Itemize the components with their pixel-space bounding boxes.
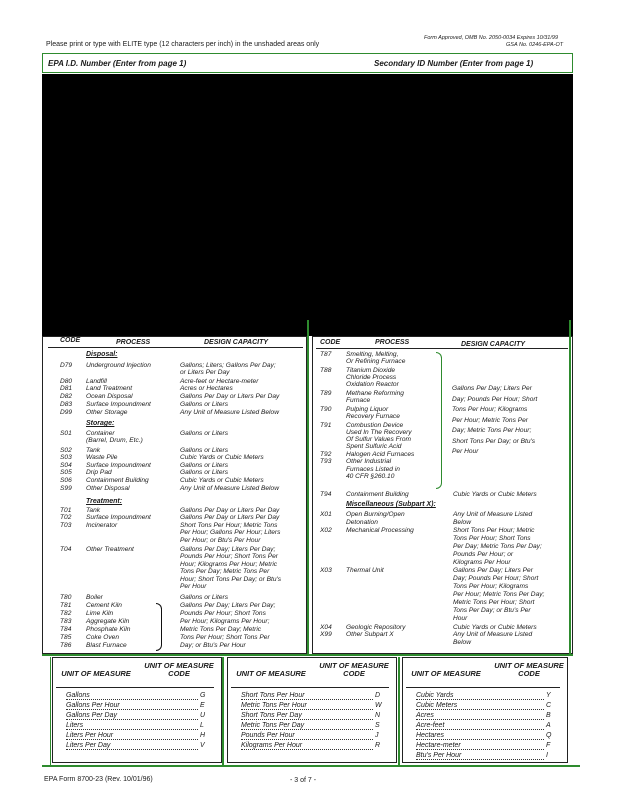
process-code: T03 [60,522,72,529]
unit-code: L [200,722,204,729]
process-name: Furnaces Listed in [346,466,400,473]
leader-dots [416,759,544,760]
design-capacity: Gallons; Liters; Gallons Per Day; [180,362,276,369]
process-code: T86 [60,642,72,649]
process-code: T82 [60,610,72,617]
process-name: Ocean Disposal [86,393,133,400]
process-name: Blast Furnace [86,642,127,649]
design-capacity: Metric Tons Per Day; Metric [180,626,262,633]
process-code: S06 [60,477,72,484]
process-code: S04 [60,462,72,469]
unit-name: Kilograms Per Hour [241,742,303,749]
unit-code: Q [546,732,552,739]
process-code: D81 [60,385,73,392]
design-capacity: Tons Per Hour; Kilograms [452,406,528,413]
unit-name: Gallons Per Hour [66,702,120,709]
process-code: X04 [320,624,332,631]
design-capacity: Short Tons Per Day; or Btu's [452,437,536,445]
process-name: Waste Pile [86,454,118,461]
design-capacity: Pounds Per Hour; or [453,551,514,558]
leader-dots [241,749,373,750]
unit-name: Acre-feet [416,722,445,729]
process-code: T83 [60,618,72,625]
unit-of-measure-header: UNIT OF MEASURE [61,669,131,678]
leader-dots [416,699,544,700]
design-capacity: Any Unit of Measure Listed Below [180,409,279,416]
unit-name: Liters Per Day [66,742,111,749]
page-number: - 3 of 7 - [290,777,317,784]
leader-dots [66,719,198,720]
design-capacity: Short Tons Per Hour; Metric Tons [180,522,278,529]
process-code: T89 [320,390,332,397]
design-capacity: Per Hour; or Btu's Per Hour [180,537,261,544]
design-capacity: Per Hour; Kilograms Per Hour; [180,618,270,625]
unit-name: Hectares [416,732,445,739]
design-capacity: Hour; Short Tons Per Day; or Btu's [180,576,282,583]
design-capacity: Gallons or Liters [180,430,229,437]
process-code: S01 [60,430,72,437]
col-capacity-right: DESIGN CAPACITY [461,341,526,348]
design-capacity: Cubic Yards or Cubic Meters [453,624,537,631]
unit-name: Gallons Per Day [66,712,117,719]
design-capacity: Short Tons Per Hour; Metric [453,527,535,534]
process-name: Halogen Acid Furnaces [346,451,415,458]
design-capacity: Gallons Per Day or Liters Per Day [180,507,280,514]
col-process-left: PROCESS [116,339,151,346]
process-name: Other Disposal [86,485,130,492]
process-code: T84 [60,626,72,633]
leader-dots [416,739,544,740]
unit-name: Liters Per Hour [66,732,114,739]
process-code: X01 [320,511,332,518]
unit-code: C [546,702,552,709]
process-name: (Barrel, Drum, Etc.) [86,437,143,444]
unit-code: Y [546,692,551,699]
design-capacity: Gallons or Liters [180,594,229,601]
unit-of-measure-header: UNIT OF MEASURE [411,669,481,678]
process-name: Chloride Process [346,374,397,381]
leader-dots [66,739,198,740]
unit-code-header: UNIT OF MEASURE CODE [494,661,564,678]
section-misc: Miscellaneous (Subpart X): [346,501,436,508]
design-capacity: Per Hour; Metric Tons Per Day; [453,591,545,598]
design-capacity: Gallons Per Day; Liters Per [453,567,533,574]
process-code: T81 [60,602,72,609]
redacted-block [42,74,573,336]
process-name: Incinerator [86,522,118,529]
process-name: Spent Sulfuric Acid [346,443,402,450]
leader-dots [241,709,373,710]
unit-name: Cubic Yards [416,692,454,699]
design-capacity: Hour; Kilograms Per Hour; Metric [180,561,278,568]
process-name: Detonation [346,519,378,526]
design-capacity: Pounds Per Hour; Short Tons Per [180,553,278,560]
unit-code: E [200,702,205,709]
green-border-right [569,320,571,654]
design-capacity: Tons Per Hour; Short Tons Per [180,634,270,641]
unit-code-header: UNIT OF MEASURE CODE [144,661,214,678]
process-name: Combustion Device [346,422,404,429]
process-name: Cement Kiln [86,602,122,609]
design-capacity: or Liters Per Day [180,369,230,376]
design-capacity: Acres or Hectares [180,385,233,392]
process-name: Tank [86,447,101,454]
id-number-row [42,53,573,73]
design-capacity: Gallons Per Day; Liters Per Day; [180,602,276,609]
unit-code: A [546,722,551,729]
design-capacity: Gallons or Liters [180,401,229,408]
unit-code-header: UNIT OF MEASURE CODE [319,661,389,678]
code-t94: T94 [320,491,332,498]
process-code: X03 [320,567,332,574]
units-header-rule [56,687,214,688]
process-code: X99 [320,631,332,638]
process-name: Used In The Recovery [346,429,412,436]
unit-name: Metric Tons Per Day [241,722,305,729]
process-code: T85 [60,634,72,641]
gsa-number: GSA No. 0246-EPA-OT [506,42,564,48]
units-header-rule [406,687,560,688]
col-process-right: PROCESS [375,339,410,346]
design-capacity: Per Hour; Gallons Per Hour; Liters [180,529,281,536]
col-code-left: CODE [60,337,81,344]
design-capacity: Day; or Btu's Per Hour [180,642,246,649]
process-name: Titanium Dioxide [346,367,396,374]
unit-name: Gallons [66,692,90,699]
process-name: Other Industrial [346,458,392,465]
design-capacity: Per Day; Metric Tons Per Day; [453,543,542,550]
design-capacity: Gallons Per Day; Liters Per [452,385,532,392]
process-name: Methane Reforming [346,390,404,397]
process-name: Mechanical Processing [346,527,414,534]
process-name: Lime Kiln [86,610,114,617]
process-name: Other Subpart X [346,631,394,638]
section-disposal: Disposal: [86,351,118,358]
process-name: Furnace [346,397,371,404]
green-units-div-1 [222,657,224,767]
process-code: S03 [60,454,72,461]
leader-dots [241,729,373,730]
design-capacity: Tons Per Hour; Kilograms [453,583,529,590]
process-code: T92 [320,451,332,458]
process-name: Underground Injection [86,362,151,369]
design-capacity: Any Unit of Measure Listed [453,631,533,638]
unit-code: F [546,742,551,749]
design-capacity: Per Hour [180,583,207,590]
green-units-bottom [42,765,580,767]
process-name: Of Sulfur Values From [346,436,411,443]
process-code: T88 [320,367,332,374]
green-border-bottom [42,654,573,656]
omb-approval: Form Approved, OMB No. 2050-0034 Expires 10/31/99 [424,35,559,41]
process-code: T04 [60,546,72,553]
process-name: Surface Impoundment [86,401,151,408]
design-capacity: Metric Tons Per Hour; Short [453,599,535,606]
unit-name: Btu's Per Hour [416,752,462,759]
design-capacity: Acre-feet or Hectare-meter [180,378,259,385]
design-capacity: Cubic Yards or Cubic Meters [180,477,264,484]
green-units-div-2 [398,657,400,767]
leader-dots [416,719,544,720]
unit-name: Liters [66,722,84,729]
unit-code: B [546,712,551,719]
process-name: Land Treatment [86,385,133,392]
process-code: T01 [60,507,72,514]
process-code: T87 [320,351,332,358]
col-capacity-left: DESIGN CAPACITY [204,339,269,346]
capacity-t94: Cubic Yards or Cubic Meters [453,491,537,498]
process-code: S02 [60,447,72,454]
process-code: T90 [320,406,332,413]
units-header-rule [231,687,389,688]
process-name: Geologic Repository [346,624,406,631]
leader-dots [416,749,544,750]
design-capacity: Kilograms Per Hour [453,559,511,566]
design-capacity: Per Hour; Metric Tons Per [452,416,528,424]
process-name: 40 CFR §260.10 [346,473,395,480]
unit-code: W [375,702,382,709]
unit-name: Acres [416,712,434,719]
process-name: Landfill [86,378,107,385]
leader-dots [66,749,198,750]
unit-code: R [375,742,381,749]
design-capacity: Gallons or Liters [180,469,229,476]
unit-code: H [200,732,206,739]
process-name: Surface Impoundment [86,462,151,469]
process-code: T80 [60,594,72,601]
process-name: Smelting, Melting, [346,351,399,358]
process-name: Other Storage [86,409,128,416]
process-name: Drip Pad [86,469,112,476]
process-t94: Containment Building [346,491,409,498]
design-capacity: Day; Pounds Per Hour; Short [452,395,538,403]
design-capacity: Gallons Per Day; Liters Per Day; [180,546,276,553]
design-capacity: Any Unit of Measure Listed [453,511,533,518]
design-capacity: Day; Metric Tons Per Hour; [452,427,532,434]
col-code-right: CODE [320,339,341,346]
leader-dots [66,709,198,710]
design-capacity: Tons Per Day; Metric Tons Per [180,568,270,575]
leader-dots [66,729,198,730]
process-code: S99 [60,485,72,492]
kiln-brace [156,603,162,651]
leader-dots [416,709,544,710]
leader-dots [241,699,373,700]
process-name: Tank [86,507,101,514]
process-code: D82 [60,393,73,400]
process-name: Surface Impoundment [86,514,151,521]
design-capacity: Any Unit of Measure Listed Below [180,485,279,492]
unit-code: I [546,752,548,759]
unit-code: S [375,722,380,729]
design-capacity: Gallons Per Day or Liters Per Day [180,393,280,400]
design-capacity: Per Hour [452,448,479,455]
process-name: Recovery Furnace [346,413,400,420]
unit-name: Cubic Meters [416,702,458,709]
design-capacity: Tons Per Day; or Btu's Per [453,607,531,614]
design-capacity: Gallons Per Day or Liters Per Day [180,514,280,521]
unit-name: Short Tons Per Day [241,712,302,719]
process-name: Other Treatment [86,546,134,553]
process-name: Or Refining Furnace [346,358,406,365]
unit-code: U [200,712,206,719]
unit-code: V [200,742,205,749]
design-capacity: Cubic Yards or Cubic Meters [180,454,264,461]
process-code: D99 [60,409,73,416]
leader-dots [241,719,373,720]
process-name: Coke Oven [86,634,119,641]
unit-name: Pounds Per Hour [241,732,295,739]
form-number: EPA Form 8700-23 (Rev. 10/01/96) [44,776,153,783]
leader-dots [416,729,544,730]
epa-id-label: EPA I.D. Number (Enter from page 1) [48,59,187,68]
process-code: T91 [320,422,332,429]
unit-of-measure-header: UNIT OF MEASURE [236,669,306,678]
unit-code: N [375,712,381,719]
unit-name: Hectare-meter [416,742,461,749]
process-code: T02 [60,514,72,521]
header-rule-left [48,347,303,348]
secondary-id-label: Secondary ID Number (Enter from page 1) [374,59,534,68]
process-name: Boiler [86,594,103,601]
process-code: S05 [60,469,72,476]
process-code: T93 [320,458,332,465]
process-code: D80 [60,378,73,385]
section-treatment: Treatment: [86,498,123,505]
process-name: Thermal Unit [346,567,384,574]
section-storage: Storage: [86,420,115,427]
unit-name: Metric Tons Per Hour [241,702,307,709]
process-name: Containment Building [86,477,149,484]
design-capacity: Gallons or Liters [180,462,229,469]
process-code: D79 [60,362,73,369]
design-capacity: Pounds Per Hour; Short Tons [180,610,266,617]
design-capacity: Gallons or Liters [180,447,229,454]
process-name: Container [86,430,115,437]
design-capacity: Tons Per Hour; Short Tons [453,535,531,542]
unit-code: G [200,692,206,699]
process-name: Oxidation Reactor [346,381,399,388]
process-code: X02 [320,527,332,534]
design-capacity: Hour [453,615,468,622]
design-capacity: Below [453,519,471,526]
unit-code: J [375,732,379,739]
process-name: Pulping Liquor [346,406,389,413]
furnace-brace [436,352,442,489]
process-name: Phosphate Kiln [86,626,131,633]
unit-code: D [375,692,381,699]
process-name: Open Burning/Open [346,511,405,518]
leader-dots [241,739,373,740]
unit-name: Short Tons Per Hour [241,692,305,699]
form-instruction: Please print or type with ELITE type (12 characters per inch) in the unshaded areas only [46,41,320,48]
design-capacity: Below [453,639,471,646]
green-divider [307,320,309,654]
process-name: Aggregate Kiln [86,618,130,625]
header-rule-right [316,348,568,349]
design-capacity: Day; Pounds Per Hour; Short [453,575,539,582]
process-code: D83 [60,401,73,408]
green-units-left [50,657,51,767]
leader-dots [66,699,198,700]
